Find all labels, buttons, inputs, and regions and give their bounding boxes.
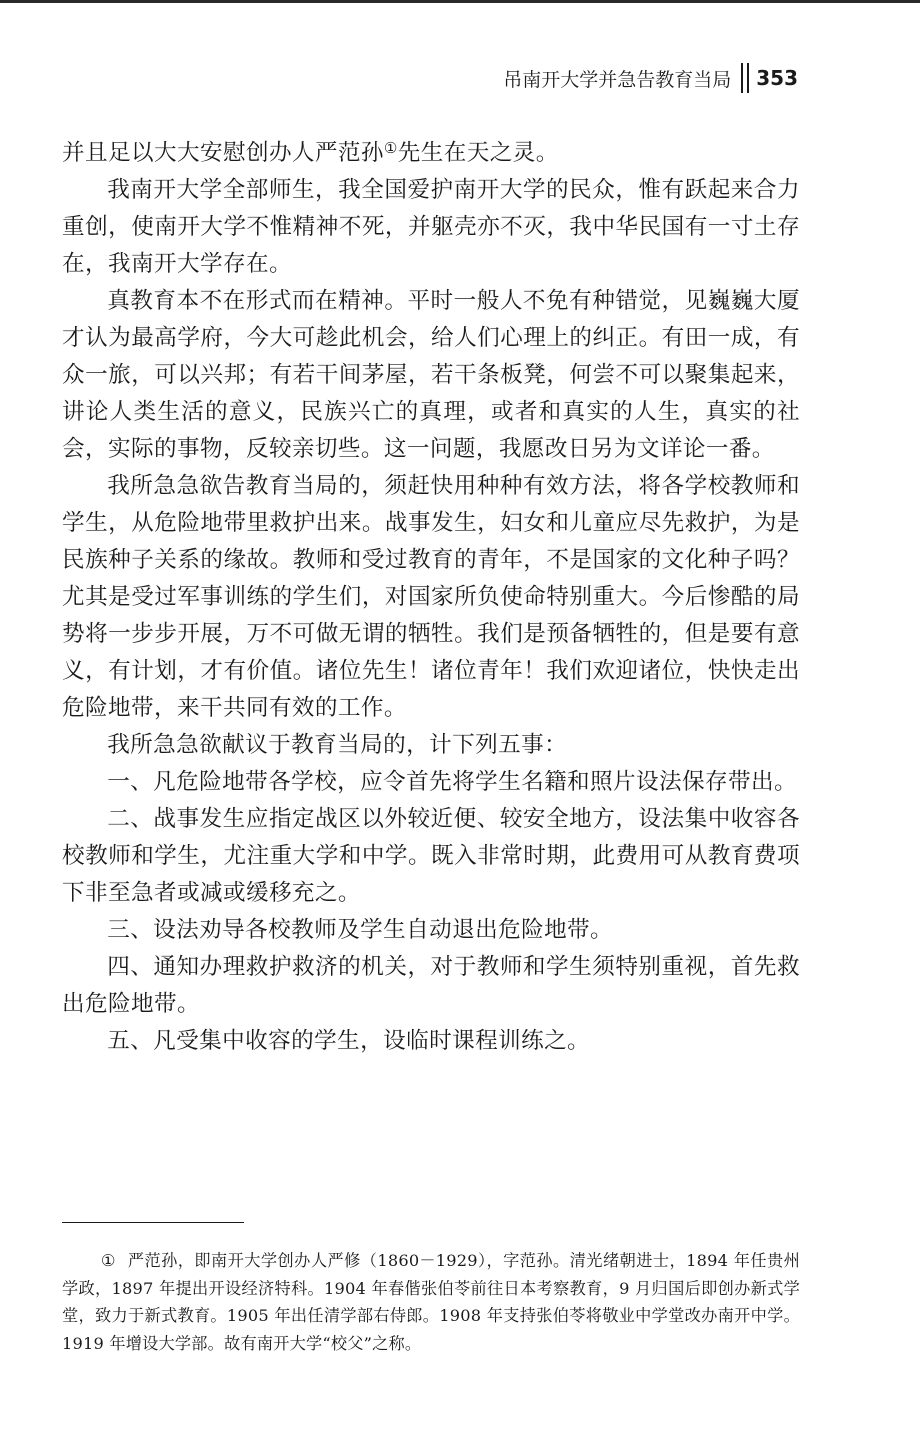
- paragraph-text: 先生在天之灵。: [397, 140, 559, 166]
- main-text: [62, 130, 800, 1060]
- paragraph-text: 并且足以大大安慰创办人严范孙: [62, 140, 384, 166]
- running-header: [503, 62, 798, 94]
- header-double-bar: [741, 63, 749, 93]
- list-item: 二、战事发生应指定战区以外较近便、较安全地方，设法集中收容各校教师和学生，尤注重大学和中学。既入非常时期，此费用可从教育费项下非至急者或减或缓移充之。: [62, 806, 800, 906]
- footnote-text: 严范孙，即南开大学创办人严修（1860－1929），字范孙。清光绪朝进士，1894 年任贵州学政，1897 年提出开设经济特科。1904 年春偕张伯苓前往日本考察教育，9 月归国后即创办新式学堂，致力于新式教育。1905 年出任清学部右侍郎。1908 年支持张伯苓将敬业中学堂改办南开中学。1919 年增设大学部。故有南开大学“校父”之称。: [62, 1251, 800, 1353]
- page-number: 353: [756, 66, 798, 90]
- list-item: 一、凡危险地带各学校，应令首先将学生名籍和照片设法保存带出。: [107, 769, 797, 795]
- footnote-number: ①: [100, 1251, 116, 1270]
- paragraph: 真教育本不在形式而在精神。平时一般人不免有种错觉，见巍巍大厦才认为最高学府，今大可趁此机会，给人们心理上的纠正。有田一成，有众一旅，可以兴邦；有若干间茅屋，若干条板凳，何尝不可以聚集起来，讲论人类生活的意义，民族兴亡的真理，或者和真实的人生，真实的社会，实际的事物，反较亲切些。这一问题，我愿改日另为文详论一番。: [62, 288, 800, 462]
- list-item: 五、凡受集中收容的学生，设临时课程训练之。: [107, 1028, 591, 1054]
- top-border-line: [0, 0, 920, 3]
- paragraph: 我南开大学全部师生，我全国爱护南开大学的民众，惟有跃起来合力重创，使南开大学不惟精神不死，并躯壳亦不灭，我中华民国有一寸土存在，我南开大学存在。: [62, 177, 800, 277]
- list-item: 三、设法劝导各校教师及学生自动退出危险地带。: [107, 917, 614, 943]
- list-item: 四、通知办理救护救济的机关，对于教师和学生须特别重视，首先救出危险地带。: [62, 954, 800, 1017]
- paragraph-continued: [62, 130, 800, 172]
- paragraph: 我所急急欲告教育当局的，须赶快用种种有效方法，将各学校教师和学生，从危险地带里救护出来。战事发生，妇女和儿童应尽先救护，为是民族种子关系的缘故。教师和受过教育的青年，不是国家的文化种子吗？尤其是受过军事训练的学生们，对国家所负使命特别重大。今后惨酷的局势将一步步开展，万不可做无谓的牺牲。我们是预备牺牲的，但是要有意义，有计划，才有价值。诸位先生！诸位青年！我们欢迎诸位，快快走出危险地带，来干共同有效的工作。: [62, 473, 800, 721]
- footnote-divider: [62, 1222, 244, 1223]
- running-title: 吊南开大学并急告教育当局: [503, 68, 732, 91]
- paragraph: 我所急急欲献议于教育当局的，计下列五事：: [107, 732, 568, 758]
- footnote-reference[interactable]: ①: [383, 139, 398, 157]
- footnote: [62, 1247, 800, 1357]
